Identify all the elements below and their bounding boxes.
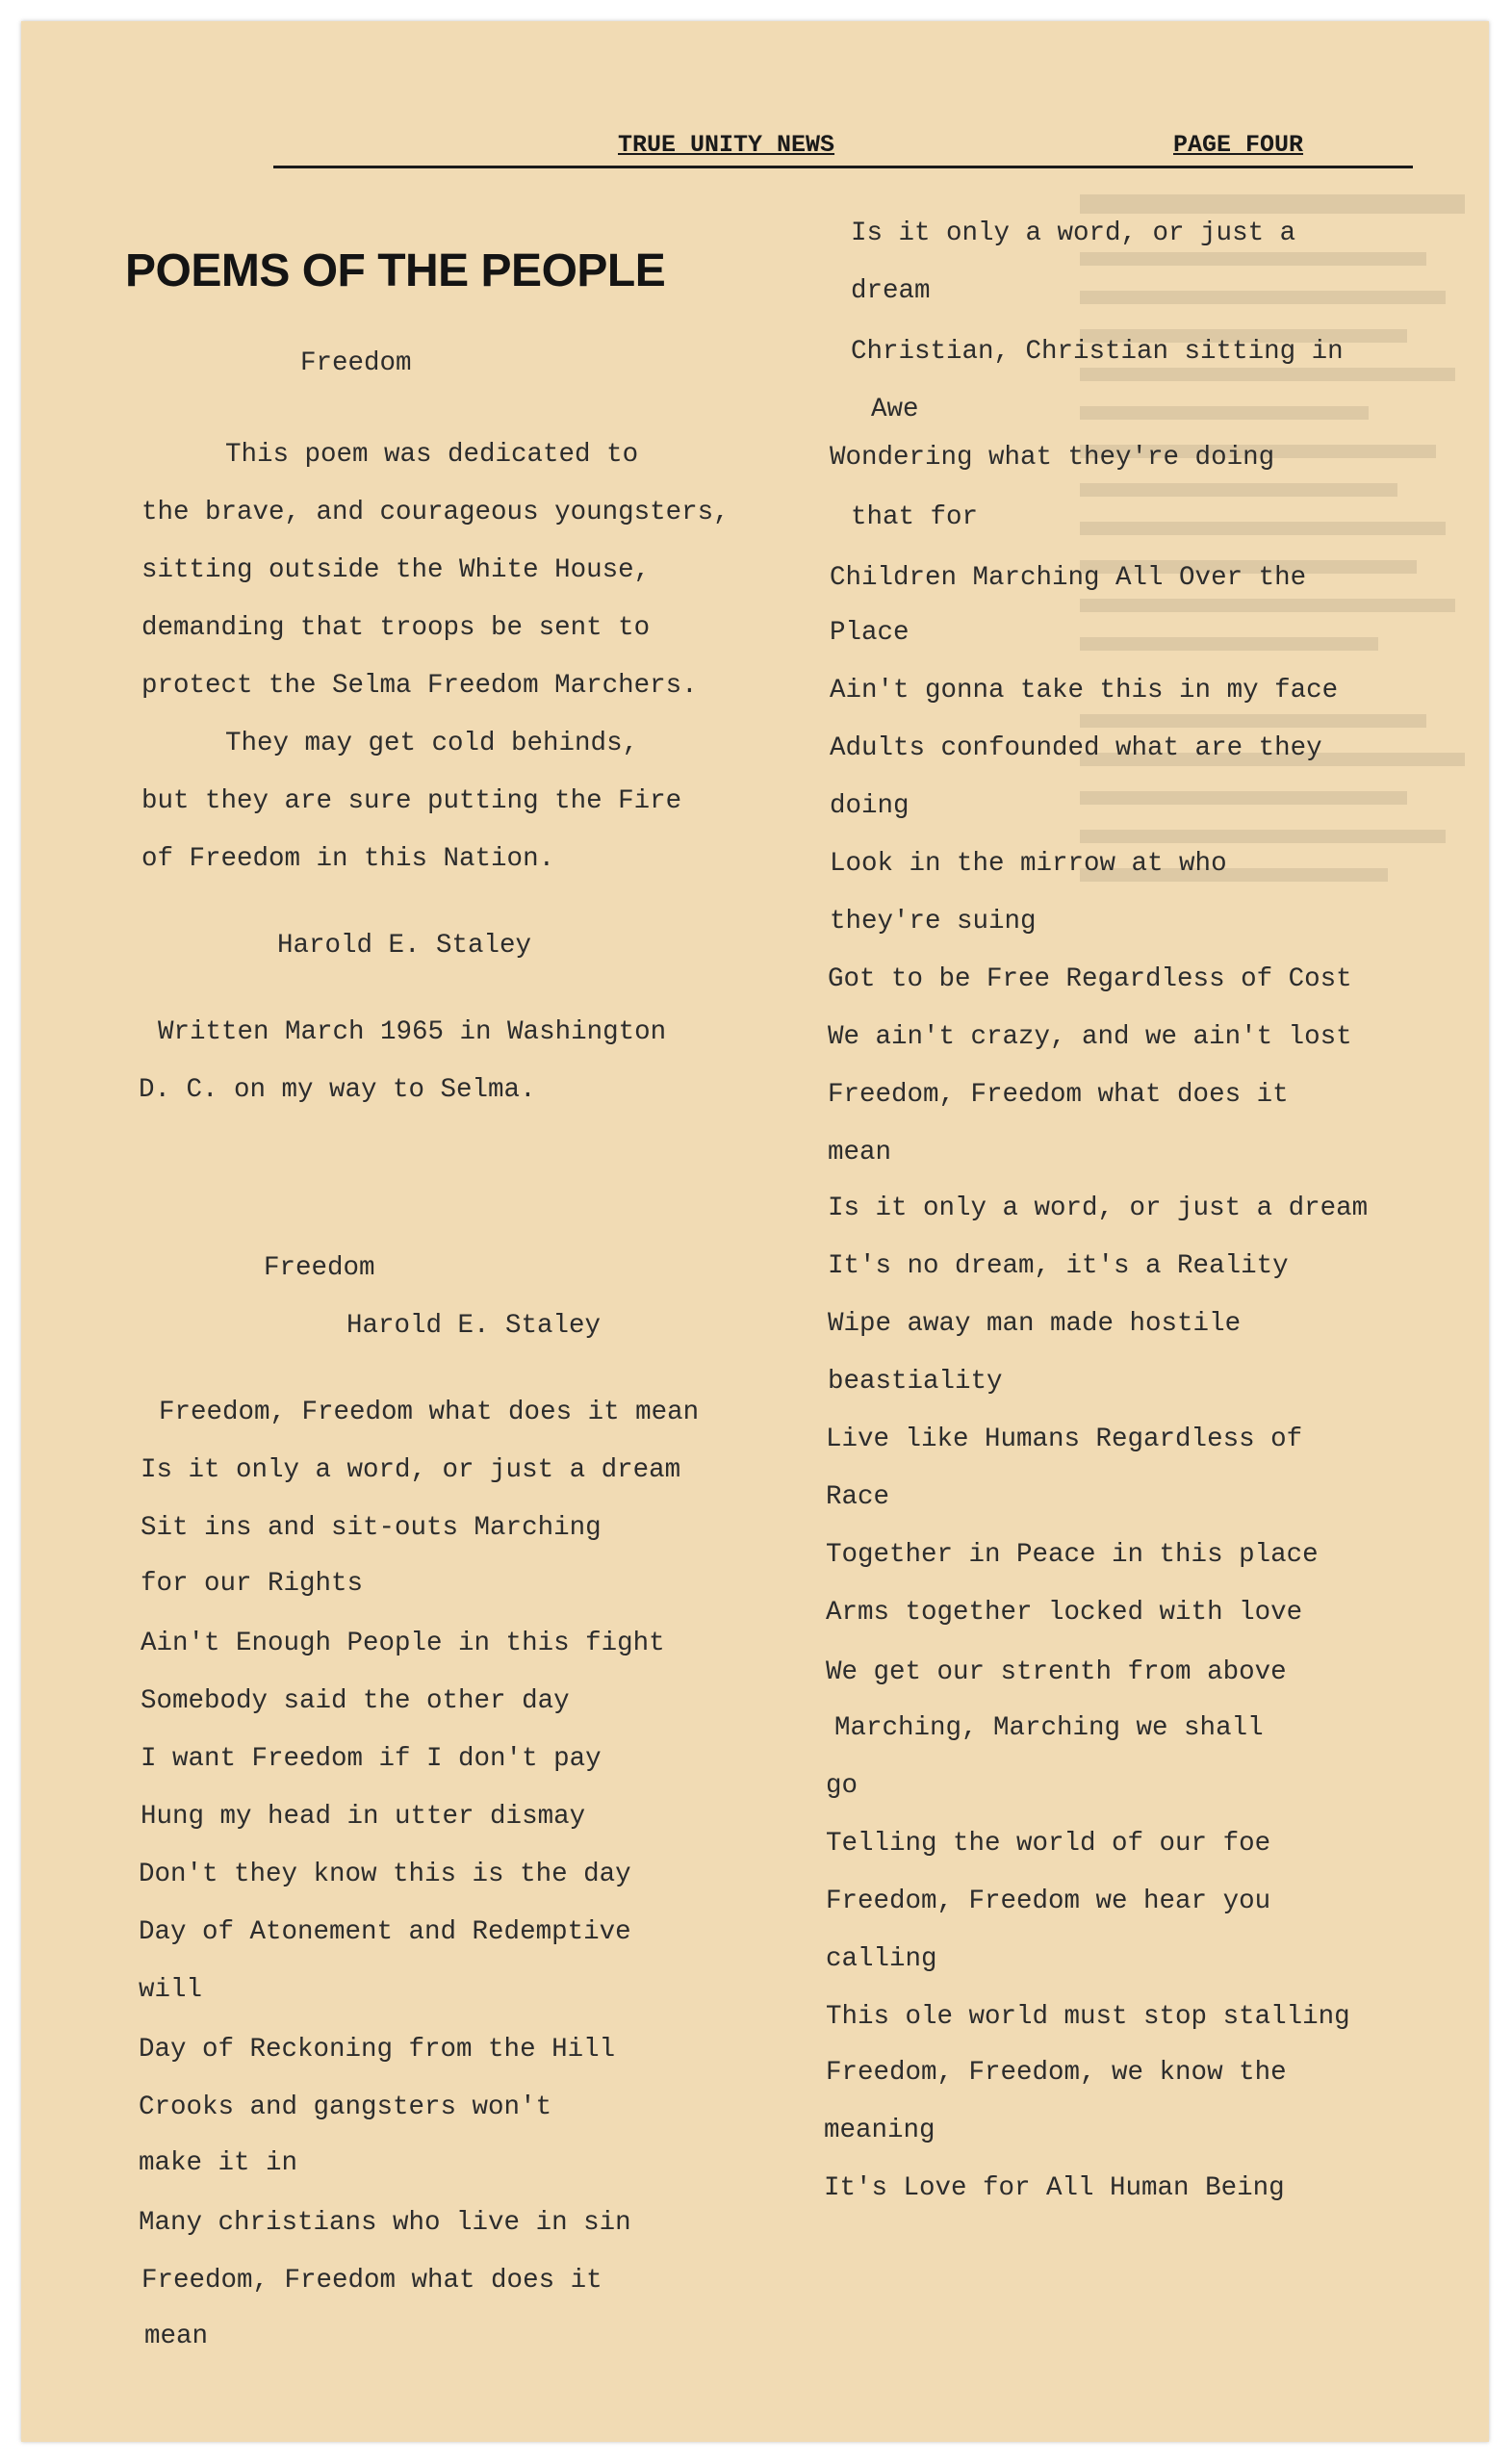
poem-line: dream <box>851 276 931 306</box>
poem-line: I want Freedom if I don't pay <box>141 1744 602 1774</box>
poem-line: Christian, Christian sitting in <box>851 337 1344 367</box>
poem-line: they're suing <box>830 907 1037 937</box>
author-name: Harold E. Staley <box>277 931 532 961</box>
poem-line: Race <box>826 1482 890 1512</box>
text-line: protect the Selma Freedom Marchers. <box>141 671 698 701</box>
poem-line: Marching, Marching we shall <box>834 1713 1264 1743</box>
poem-line: meaning <box>824 2116 935 2145</box>
text-line: of Freedom in this Nation. <box>141 844 555 874</box>
poem-line: calling <box>826 1944 937 1974</box>
poem-line: Freedom, Freedom what does it <box>828 1080 1289 1110</box>
poem-line: mean <box>144 2322 209 2351</box>
poem-line: Look in the mirrow at who <box>830 849 1227 879</box>
poem-line: Freedom, Freedom, we know the <box>826 2058 1287 2088</box>
text-line: This poem was dedicated to <box>225 440 639 470</box>
poem-line: Wondering what they're doing <box>830 443 1275 473</box>
poem-line: We get our strenth from above <box>826 1657 1287 1687</box>
poem-line: Freedom, Freedom what does it <box>141 2266 602 2296</box>
text-line: the brave, and courageous youngsters, <box>141 498 730 527</box>
page-headline: POEMS OF THE PEOPLE <box>125 245 666 296</box>
poem-line: Live like Humans Regardless of <box>826 1424 1303 1454</box>
poem-line: Don't they know this is the day <box>139 1860 631 1889</box>
text-line: D. C. on my way to Selma. <box>139 1075 536 1105</box>
poem-line: It's no dream, it's a Reality <box>828 1251 1289 1281</box>
poem-title: Freedom <box>300 348 412 378</box>
poem-line: for our Rights <box>141 1569 364 1599</box>
poem-line: make it in <box>139 2148 298 2178</box>
poem-line: beastiality <box>828 1367 1003 1397</box>
poem-line: that for <box>851 502 979 532</box>
poem-line: Freedom, Freedom what does it mean <box>159 1398 700 1427</box>
poem-line: Is it only a word, or just a dream <box>828 1194 1369 1223</box>
poem-line: Day of Reckoning from the Hill <box>139 2035 616 2065</box>
poem-line: Place <box>830 618 910 648</box>
poem-line: Telling the world of our foe <box>826 1829 1271 1859</box>
poem-line: Got to be Free Regardless of Cost <box>828 964 1352 994</box>
poem-line: Day of Atonement and Redemptive <box>139 1917 631 1947</box>
text-line: sitting outside the White House, <box>141 555 651 585</box>
poem-line: Ain't Enough People in this fight <box>141 1629 665 1658</box>
poem-line: Is it only a word, or just a <box>851 218 1296 248</box>
poem-title: Freedom <box>264 1253 375 1283</box>
poem-line: doing <box>830 791 910 821</box>
text-line: but they are sure putting the Fire <box>141 786 682 816</box>
poem-line: mean <box>828 1138 892 1168</box>
poem-line: Hung my head in utter dismay <box>141 1802 586 1832</box>
poem-line: Adults confounded what are they <box>830 733 1322 763</box>
poem-line: Crooks and gangsters won't <box>139 2092 552 2122</box>
poem-line: Is it only a word, or just a dream <box>141 1455 681 1485</box>
masthead <box>273 123 1413 168</box>
poem-line: Sit ins and sit-outs Marching <box>141 1513 602 1543</box>
poem-line: will <box>139 1975 203 2005</box>
poem-line: Awe <box>871 395 919 424</box>
page-number-label: PAGE FOUR <box>1173 131 1304 159</box>
text-line: demanding that troops be sent to <box>141 613 651 643</box>
poem-line: Children Marching All Over the <box>830 563 1307 593</box>
text-line: Written March 1965 in Washington <box>158 1017 667 1047</box>
poem-line: It's Love for All Human Being <box>824 2173 1285 2203</box>
poem-line: Somebody said the other day <box>141 1686 570 1716</box>
poem-line: Many christians who live in sin <box>139 2208 631 2238</box>
newsletter-title: TRUE UNITY NEWS <box>618 131 835 159</box>
poem-line: We ain't crazy, and we ain't lost <box>828 1022 1352 1052</box>
poem-line: Wipe away man made hostile <box>828 1309 1242 1339</box>
poem-line: Arms together locked with love <box>826 1598 1303 1628</box>
author-name: Harold E. Staley <box>346 1311 602 1341</box>
poem-line: go <box>826 1771 859 1801</box>
poem-line: This ole world must stop stalling <box>826 2002 1350 2032</box>
poem-line: Together in Peace in this place <box>826 1540 1319 1570</box>
text-line: They may get cold behinds, <box>225 729 639 758</box>
poem-line: Ain't gonna take this in my face <box>830 676 1339 706</box>
poem-line: Freedom, Freedom we hear you <box>826 1886 1271 1916</box>
newsletter-page <box>21 21 1489 2442</box>
